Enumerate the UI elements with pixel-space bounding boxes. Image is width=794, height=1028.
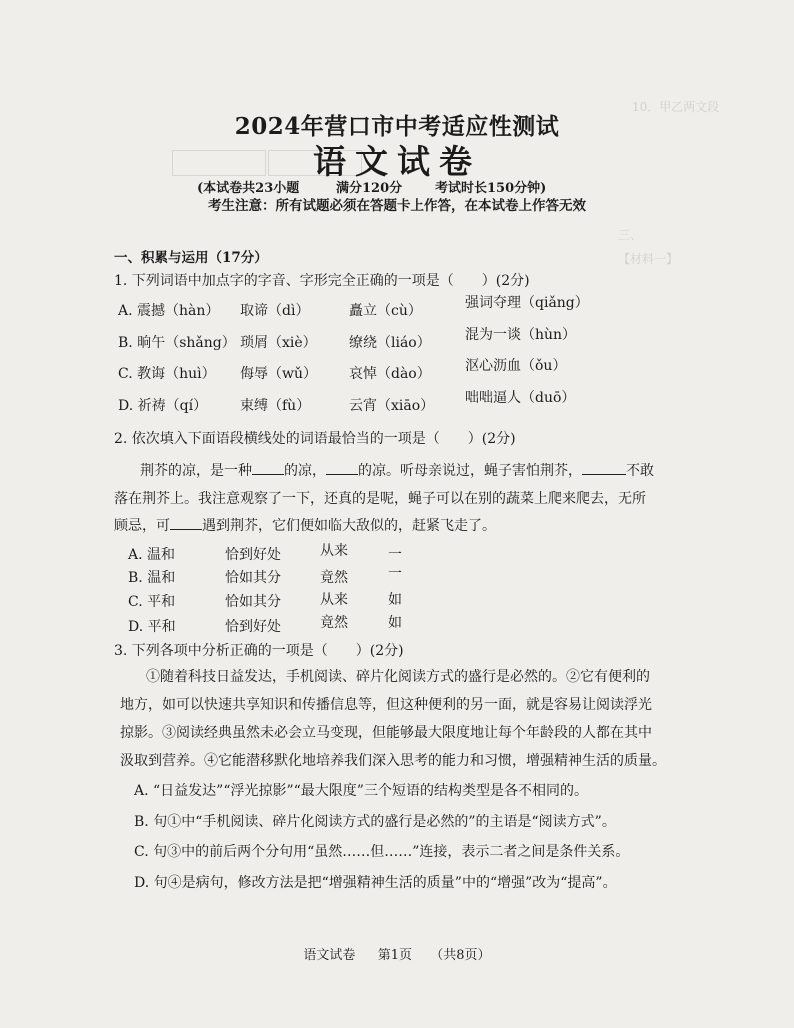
info-question-count: (本试卷共23小题 — [197, 181, 300, 196]
blank-line — [252, 462, 284, 475]
q1-option-b-3: 缭绕（liáo） — [349, 335, 431, 351]
q3-passage-line-1: ①随着科技日益发达，手机阅读、碎片化阅读方式的盛行是必然的。②它有便利的 — [146, 669, 650, 685]
q1-option-a-1: A. 震撼（hàn） — [118, 303, 220, 319]
exam-subtitle: 语文试卷 — [313, 142, 481, 181]
q1-option-c-2: 侮辱（wǔ） — [240, 366, 317, 382]
q2-passage-text: 的凉， — [284, 463, 326, 479]
q1-option-a-4: 强词夺理（qiǎng） — [465, 295, 589, 311]
q3-passage-line-4: 汲取到营养。④它能潜移默化地培养我们深入思考的能力和习惯，增强精神生活的质量。 — [120, 753, 666, 769]
q2-passage-text: 荆芥的凉，是一种 — [140, 463, 252, 479]
q2-passage-line-1 — [140, 460, 654, 480]
q1-option-c-1: C. 教诲（huì） — [118, 366, 216, 382]
q1-option-a-3: 矗立（cù） — [349, 303, 422, 319]
q2-passage-text: 不敢 — [626, 463, 654, 479]
q2-option-d-2: 恰到好处 — [225, 619, 281, 635]
info-exam-duration: 考试时长150分钟) — [435, 181, 547, 196]
q2-option-a-1: A. 温和 — [128, 547, 176, 563]
q1-option-b-2: 琐屑（xiè） — [240, 335, 317, 351]
q2-option-a-2: 恰到好处 — [225, 547, 281, 563]
q2-option-c-4: 如 — [388, 592, 402, 608]
q2-option-c-2: 恰如其分 — [225, 594, 281, 610]
q2-passage-text: 的凉。听母亲说过，蝇子害怕荆芥， — [358, 463, 582, 479]
bleed-through-text: 三、 — [618, 228, 643, 242]
page-footer — [0, 944, 794, 963]
q1-option-b-4: 混为一谈（hùn） — [465, 327, 577, 343]
q1-option-d-1: D. 祈祷（qí） — [118, 398, 208, 414]
q3-passage-line-3: 掠影。③阅读经典虽然未必会立马变现，但能够最大限度地让每个年龄段的人都在其中 — [120, 725, 652, 741]
exam-title: 2024年营口市中考适应性测试 — [234, 113, 560, 140]
q2-passage-line-2: 落在荆芥上。我注意观察了一下，还真的是呢，蝇子可以在别的蔬菜上爬来爬去，无所 — [114, 491, 646, 507]
q2-option-b-3: 竟然 — [320, 570, 348, 586]
q1-option-b-1: B. 晌午（shǎng） — [118, 335, 236, 351]
q2-option-b-2: 恰如其分 — [225, 570, 281, 586]
q2-passage-text: 顾忌，可 — [114, 518, 170, 534]
question-3-stem: 3. 下列各项中分析正确的一项是（ ）(2分) — [114, 643, 404, 659]
q3-option-b: B. 句①中“手机阅读、碎片化阅读方式的盛行是必然的”的主语是“阅读方式”。 — [134, 814, 616, 830]
footer-page-number: 第1页 — [377, 948, 412, 963]
q3-passage-line-2: 地方，如可以快速共享知识和传播信息等，但这种便利的另一面，就是容易让阅读浮光 — [120, 697, 652, 713]
exam-notice: 考生注意：所有试题必须在答题卡上作答，在本试卷上作答无效 — [208, 198, 586, 214]
q2-option-c-1: C. 平和 — [128, 594, 176, 610]
q2-option-d-3: 竟然 — [320, 615, 348, 631]
blank-line — [170, 517, 202, 530]
question-1-stem: 1. 下列词语中加点字的字音、字形完全正确的一项是（ ）(2分) — [114, 273, 530, 289]
q3-option-d: D. 句④是病句，修改方法是把“增强精神生活的质量”中的“增强”改为“提高”。 — [134, 875, 617, 891]
bleed-through-text: 【材料一】 — [618, 252, 679, 266]
footer-subject: 语文试卷 — [303, 948, 356, 963]
q2-option-c-3: 从来 — [320, 592, 348, 608]
footer-total-pages: （共8页） — [430, 948, 491, 963]
q2-option-d-1: D. 平和 — [128, 619, 176, 635]
bleed-through-text: 10．甲乙两文段 — [632, 100, 720, 114]
q1-option-d-2: 束缚（fù） — [240, 398, 311, 414]
q2-option-b-4: 一 — [388, 566, 402, 582]
info-full-score: 满分120分 — [336, 181, 403, 196]
q1-option-d-3: 云宵（xiāo） — [349, 398, 435, 414]
q2-option-a-4: 一 — [388, 547, 402, 563]
q1-option-c-3: 哀悼（dào） — [349, 366, 431, 382]
section-title: 一、积累与运用（17分） — [114, 250, 268, 266]
q1-option-c-4: 沤心沥血（ǒu） — [465, 358, 567, 374]
q2-passage-line-3 — [114, 515, 496, 535]
blank-line — [582, 462, 626, 475]
q2-option-a-3: 从来 — [320, 543, 348, 559]
q3-option-a: A. “日益发达”“浮光掠影”“最大限度”三个短语的结构类型是各不相同的。 — [134, 783, 588, 799]
q3-option-c: C. 句③中的前后两个分句用“虽然……但……”连接，表示二者之间是条件关系。 — [134, 844, 630, 860]
q1-option-a-2: 取谛（dì） — [240, 303, 310, 319]
q2-passage-text: 遇到荆芥，它们便如临大敌似的，赶紧飞走了。 — [202, 518, 496, 534]
q2-option-b-1: B. 温和 — [128, 570, 176, 586]
q1-option-d-4: 咄咄逼人（duō） — [465, 390, 576, 406]
q2-option-d-4: 如 — [388, 615, 402, 631]
question-2-stem: 2. 依次填入下面语段横线处的词语最恰当的一项是（ ）(2分) — [114, 431, 516, 447]
blank-line — [326, 462, 358, 475]
